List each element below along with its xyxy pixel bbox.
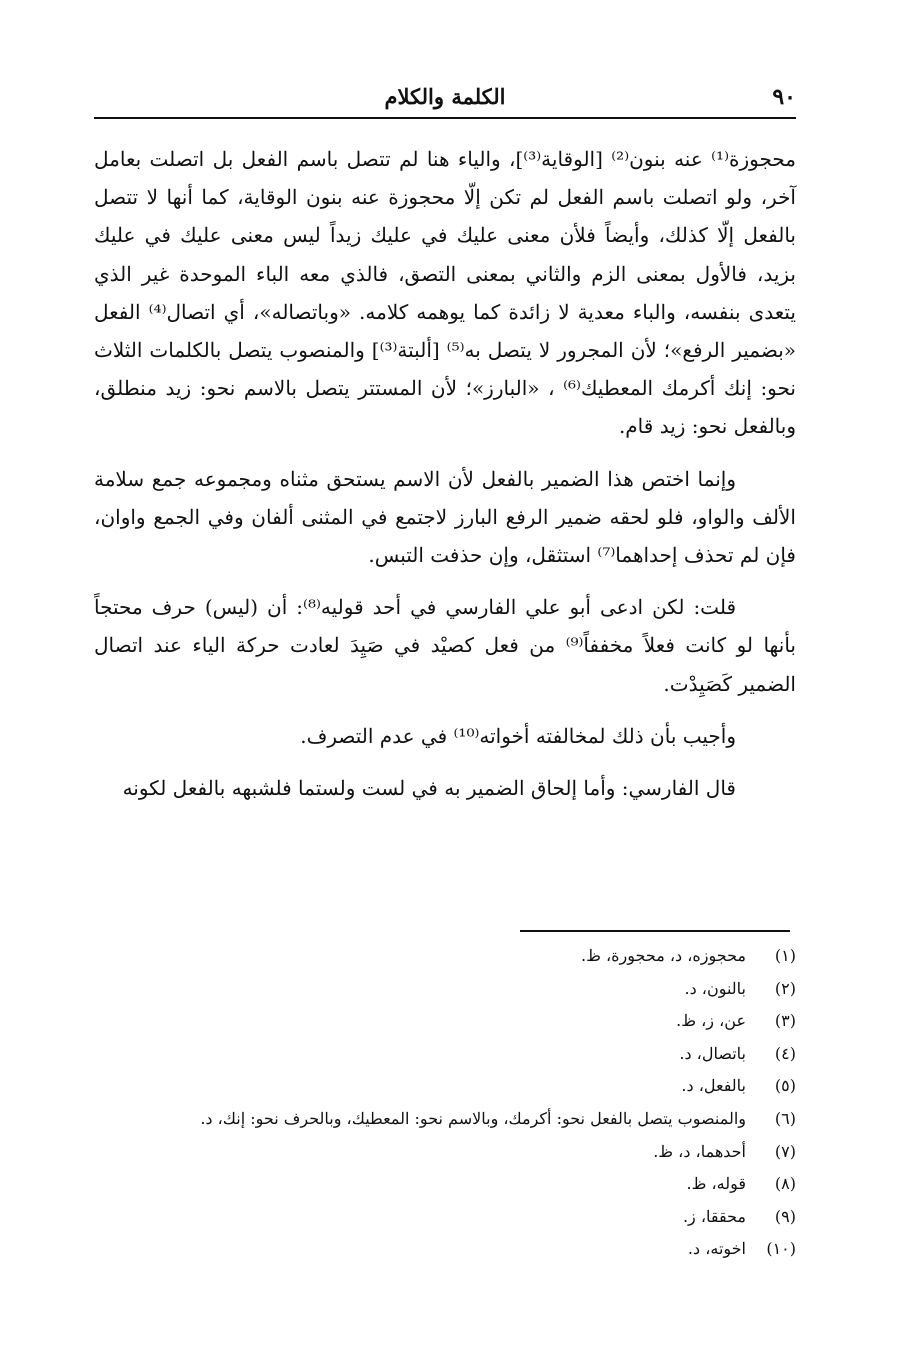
- page-number: ٩٠: [772, 84, 796, 110]
- footnote-rule: [520, 930, 790, 932]
- footnote: [94, 1038, 796, 1071]
- footnote-number: (٢): [774, 978, 796, 998]
- footnote-number: (٧): [774, 1141, 796, 1161]
- footnote-text: عن، ز، ظ.: [676, 1011, 746, 1031]
- footnote-number: (٦): [774, 1108, 796, 1128]
- paragraph-1: محجوزة⁽¹⁾ عنه بنون⁽²⁾ [الوقاية⁽³⁾]، والياء هنا لم تتصل باسم الفعل بل اتصلت بعامل آخر، ولو اتصلت باسم الفعل لم تكن إلّا محجوزة عنه بنون الوقاية، كما أنها لا تتصل بالفعل إلّا كذلك، وأيضاً فلأن معنى عليك في عليك زيداً ليس معنى عليك في عليك بزيد، فالأول بمعنى الزم والثاني بمعنى التصق، فالذي معه الباء الموحدة غير الذي يتعدى بنفسه، والباء معدية لا زائدة كما يوهمه كلامه. «وباتصاله»، أي اتصال⁽⁴⁾ الفعل «بضمير الرفع»؛ لأن المجرور لا يتصل به⁽⁵⁾ [ألبتة⁽³⁾] والمنصوب يتصل بالكلمات الثلاث نحو: إنك أكرمك المعطيك⁽⁶⁾ ، «البارز»؛ لأن المستتر يتصل بالاسم نحو: زيد منطلق، وبالفعل نحو: زيد قام.: [94, 147, 797, 439]
- footnote-number: (١٠): [766, 1239, 796, 1259]
- footnote-number: (١): [774, 946, 796, 965]
- footnote: [94, 1168, 796, 1201]
- footnotes: [94, 940, 796, 1266]
- footnote: [94, 973, 796, 1006]
- footnote-text: بالنون، د.: [684, 978, 746, 998]
- footnote-text: أحدهما، د، ظ.: [653, 1141, 746, 1161]
- paragraph-4: وأجيب بأن ذلك لمخالفته أخواته⁽¹⁰⁾ في عدم التصرف.: [300, 723, 736, 748]
- footnote-number: (٩): [774, 1206, 796, 1226]
- header-rule: [94, 117, 796, 119]
- footnote-text: باتصال، د.: [679, 1043, 746, 1063]
- main-text: [94, 140, 796, 807]
- paragraph-5: قال الفارسي: وأما إلحاق الضمير به في لست ولستما فلشبهه بالفعل لكونه: [122, 776, 736, 801]
- footnote-text: قوله، ظ.: [686, 1174, 746, 1194]
- paragraph-3: قلت: لكن ادعى أبو علي الفارسي في أحد قوليه⁽⁸⁾: أن (ليس) حرف محتجاً بأنها لو كانت فعلاً مخففاً⁽⁹⁾ من فعل كصيْد في صَيِدَ لعادت حركة الياء عند اتصال الضمير كَصَيِدْت.: [94, 595, 796, 696]
- footnote-number: (٨): [774, 1174, 796, 1194]
- footnote-text: محققا، ز.: [682, 1206, 746, 1226]
- footnote-text: والمنصوب يتصل بالفعل نحو: أكرمك، وبالاسم نحو: المعطيك، وبالحرف نحو: إنك، د.: [200, 1108, 746, 1128]
- footnote: [94, 1005, 796, 1038]
- page-header: [94, 82, 796, 116]
- footnote: [94, 1233, 796, 1266]
- footnote-number: (٣): [774, 1011, 796, 1031]
- paragraph-2: وإنما اختص هذا الضمير بالفعل لأن الاسم يستحق مثناه ومجموعه جمع سلامة الألف والواو، فلو لحقه ضمير الرفع البارز لاجتمع في المثنى ألفان وفي الجمع واوان، فإن لم تحذف إحداهما⁽⁷⁾ استثقل، وإن حذفت التبس.: [94, 466, 796, 568]
- footnote: [94, 1136, 796, 1169]
- footnote-text: بالفعل، د.: [681, 1076, 746, 1096]
- footnote: [94, 1201, 796, 1234]
- footnote-text: اخوته، د.: [687, 1239, 746, 1259]
- running-title: الكلمة والكلام: [384, 84, 506, 109]
- footnote-text: محجوزه، د، محجورة، ظ.: [581, 946, 746, 965]
- footnote: [94, 940, 796, 973]
- footnote-number: (٥): [774, 1076, 796, 1096]
- footnote: [94, 1070, 796, 1103]
- footnote: [94, 1103, 796, 1136]
- footnote-number: (٤): [774, 1043, 796, 1063]
